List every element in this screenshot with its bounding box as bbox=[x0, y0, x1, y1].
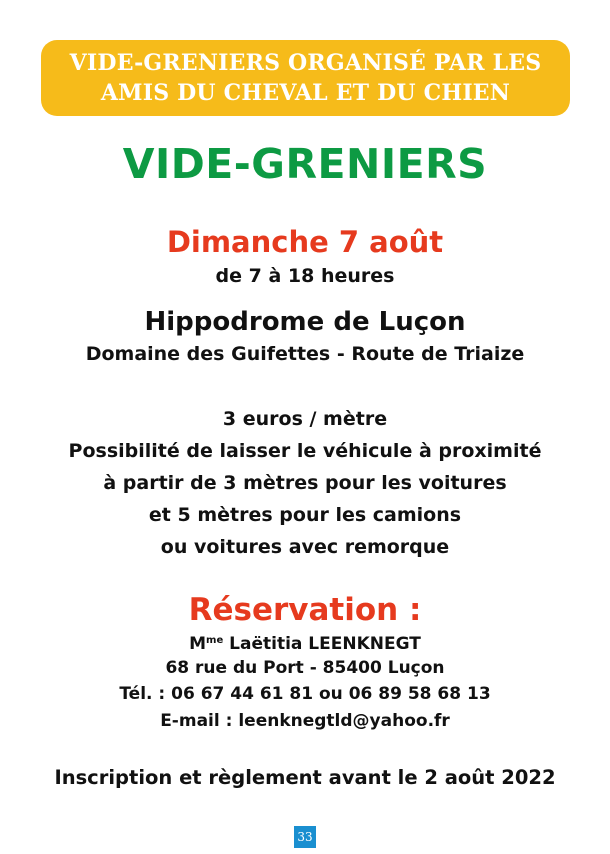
page-number-badge: 33 bbox=[294, 826, 316, 848]
event-hours: de 7 à 18 heures bbox=[215, 265, 395, 287]
pricing-line: Possibilité de laisser le véhicule à proximité bbox=[68, 440, 542, 462]
page-title: VIDE-GRENIERS bbox=[122, 140, 488, 188]
pricing-info bbox=[0, 403, 610, 563]
event-address: Domaine des Guifettes - Route de Triaize bbox=[85, 343, 525, 365]
event-date: Dimanche 7 août bbox=[166, 225, 444, 259]
header-banner bbox=[41, 40, 570, 116]
event-venue: Hippodrome de Luçon bbox=[144, 307, 466, 337]
pricing-line: 3 euros / mètre bbox=[222, 408, 388, 430]
pricing-line: et 5 mètres pour les camions bbox=[148, 504, 462, 526]
reservation-heading: Réservation : bbox=[188, 592, 422, 628]
contact-title: M bbox=[189, 634, 207, 654]
reservation-contact bbox=[0, 628, 610, 734]
contact-email: E-mail : leenknegtld@yahoo.fr bbox=[160, 710, 450, 731]
contact-title-sup: me bbox=[206, 635, 224, 646]
contact-address: 68 rue du Port - 85400 Luçon bbox=[165, 657, 445, 678]
pricing-line: à partir de 3 mètres pour les voitures bbox=[103, 472, 507, 494]
contact-phone: Tél. : 06 67 44 61 81 ou 06 89 58 68 13 bbox=[119, 684, 491, 704]
contact-name bbox=[0, 628, 610, 655]
registration-deadline: Inscription et règlement avant le 2 août 2022 bbox=[54, 766, 556, 789]
contact-name-text: Laëtitia LEENKNEGT bbox=[223, 634, 421, 654]
pricing-line: ou voitures avec remorque bbox=[160, 536, 450, 558]
banner-line-2: AMIS DU CHEVAL ET DU CHIEN bbox=[100, 80, 511, 106]
banner-line-1: VIDE-GRENIERS ORGANISÉ PAR LES bbox=[69, 50, 542, 76]
